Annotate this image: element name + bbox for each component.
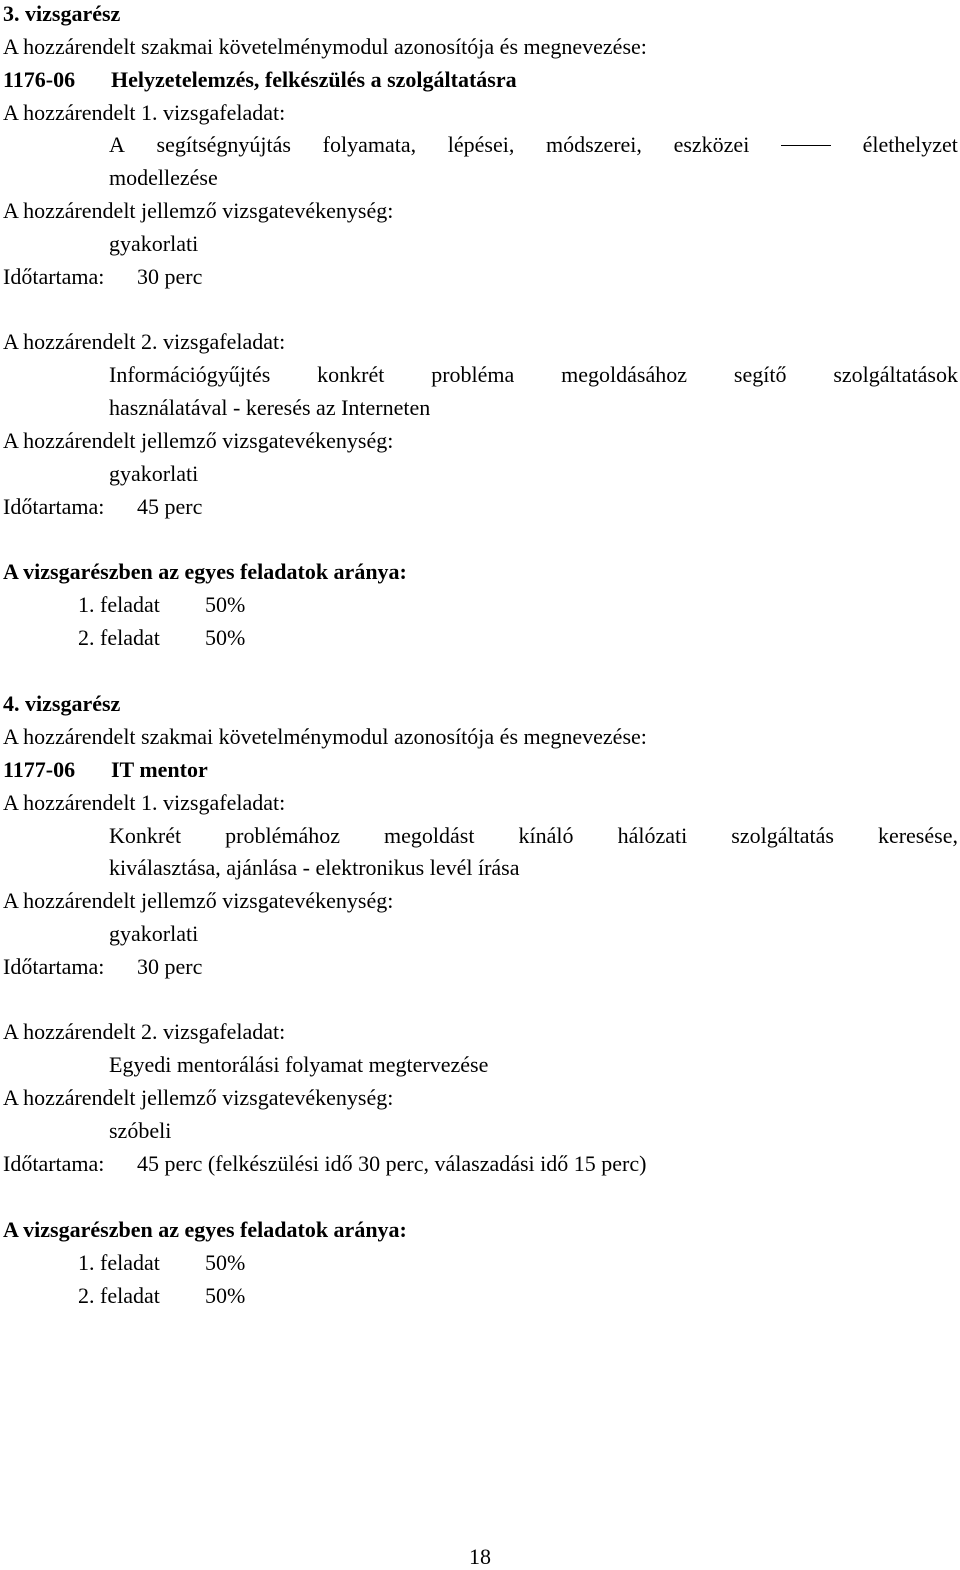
word: A (109, 132, 125, 157)
section4-module-line (3, 757, 208, 783)
section4-ratio-heading: A vizsgarészben az egyes feladatok aránya: (3, 1217, 407, 1242)
duration-value: 30 perc (137, 954, 203, 979)
ratio-task: 1. feladat (78, 1250, 160, 1275)
section3-module-name: Helyzetelemzés, felkészülés a szolgáltatásra (111, 67, 517, 92)
word: megoldást (384, 823, 475, 848)
section4-task2-label: A hozzárendelt 2. vizsgafeladat: (3, 1019, 286, 1044)
section3-module-code: 1176-06 (3, 67, 76, 92)
duration-value: 30 perc (137, 264, 203, 289)
section3-ratio-item-2 (78, 625, 245, 651)
word: Konkrét (109, 823, 182, 848)
section3-task1-line1 (109, 132, 958, 158)
section3-title: 3. vizsgarész (3, 1, 121, 26)
duration-value: 45 perc (felkészülési idő 30 perc, válaszadási idő 15 perc) (137, 1151, 647, 1176)
section4-title: 4. vizsgarész (3, 691, 121, 716)
word: élethelyzet (862, 132, 958, 157)
section4-ratio-item-1 (78, 1250, 245, 1276)
word: segítségnyújtás (156, 132, 291, 157)
word: segítő (733, 362, 787, 387)
section4-task1-activity-label: A hozzárendelt jellemző vizsgatevékenység: (3, 888, 394, 913)
section4-task1-line1 (109, 823, 958, 849)
word: módszerei, (546, 132, 642, 157)
section4-module-label: A hozzárendelt szakmai követelménymodul azonosítója és megnevezése: (3, 724, 647, 749)
ratio-pct: 50% (205, 592, 246, 617)
em-dash (781, 132, 831, 158)
section3-task1-activity-label: A hozzárendelt jellemző vizsgatevékenység: (3, 198, 394, 223)
section4-task1-activity: gyakorlati (109, 921, 199, 946)
section4-task2-duration (3, 1151, 646, 1177)
section4-task2-activity-label: A hozzárendelt jellemző vizsgatevékenység: (3, 1085, 394, 1110)
ratio-pct: 50% (205, 1250, 246, 1275)
section4-task2-activity: szóbeli (109, 1118, 172, 1143)
ratio-task: 2. feladat (78, 1283, 160, 1308)
word: Információgyűjtés (109, 362, 271, 387)
ratio-task: 1. feladat (78, 592, 160, 617)
word: keresése, (877, 823, 958, 848)
section4-module-code: 1177-06 (3, 757, 76, 782)
duration-label: Időtartama: (3, 954, 105, 979)
ratio-pct: 50% (205, 625, 246, 650)
section3-task1-line2: modellezése (109, 165, 218, 190)
duration-label: Időtartama: (3, 494, 105, 519)
word: probléma (431, 362, 515, 387)
word: konkrét (317, 362, 385, 387)
word: eszközei (673, 132, 750, 157)
word: hálózati (617, 823, 688, 848)
ratio-pct: 50% (205, 1283, 246, 1308)
section3-task1-label: A hozzárendelt 1. vizsgafeladat: (3, 100, 286, 125)
section3-ratio-heading: A vizsgarészben az egyes feladatok aránya: (3, 559, 407, 584)
section4-ratio-item-2 (78, 1283, 245, 1309)
section4-task1-line2: kiválasztása, ajánlása - elektronikus levél írása (109, 855, 520, 880)
duration-value: 45 perc (137, 494, 203, 519)
section4-task1-duration (3, 954, 202, 980)
section3-ratio-item-1 (78, 592, 245, 618)
word: szolgáltatás (731, 823, 834, 848)
duration-label: Időtartama: (3, 1151, 105, 1176)
word: megoldásához (561, 362, 688, 387)
section3-task2-line1 (109, 362, 958, 388)
section3-task2-line2: használatával - keresés az Interneten (109, 395, 431, 420)
section3-task1-duration (3, 264, 202, 290)
section3-task2-duration (3, 494, 202, 520)
word: lépései, (447, 132, 515, 157)
section4-module-name: IT mentor (111, 757, 208, 782)
word: folyamata, (322, 132, 417, 157)
duration-label: Időtartama: (3, 264, 105, 289)
section3-task2-activity: gyakorlati (109, 461, 199, 486)
page-number: 18 (469, 1544, 491, 1569)
section3-module-label: A hozzárendelt szakmai követelménymodul azonosítója és megnevezése: (3, 34, 647, 59)
ratio-task: 2. feladat (78, 625, 160, 650)
word: problémához (225, 823, 340, 848)
word: kínáló (518, 823, 574, 848)
section4-task2-line1: Egyedi mentorálási folyamat megtervezése (109, 1052, 489, 1077)
section3-module-line (3, 67, 517, 93)
word: szolgáltatások (833, 362, 958, 387)
section3-task2-label: A hozzárendelt 2. vizsgafeladat: (3, 329, 286, 354)
section3-task1-activity: gyakorlati (109, 231, 199, 256)
section3-task2-activity-label: A hozzárendelt jellemző vizsgatevékenység: (3, 428, 394, 453)
section4-task1-label: A hozzárendelt 1. vizsgafeladat: (3, 790, 286, 815)
